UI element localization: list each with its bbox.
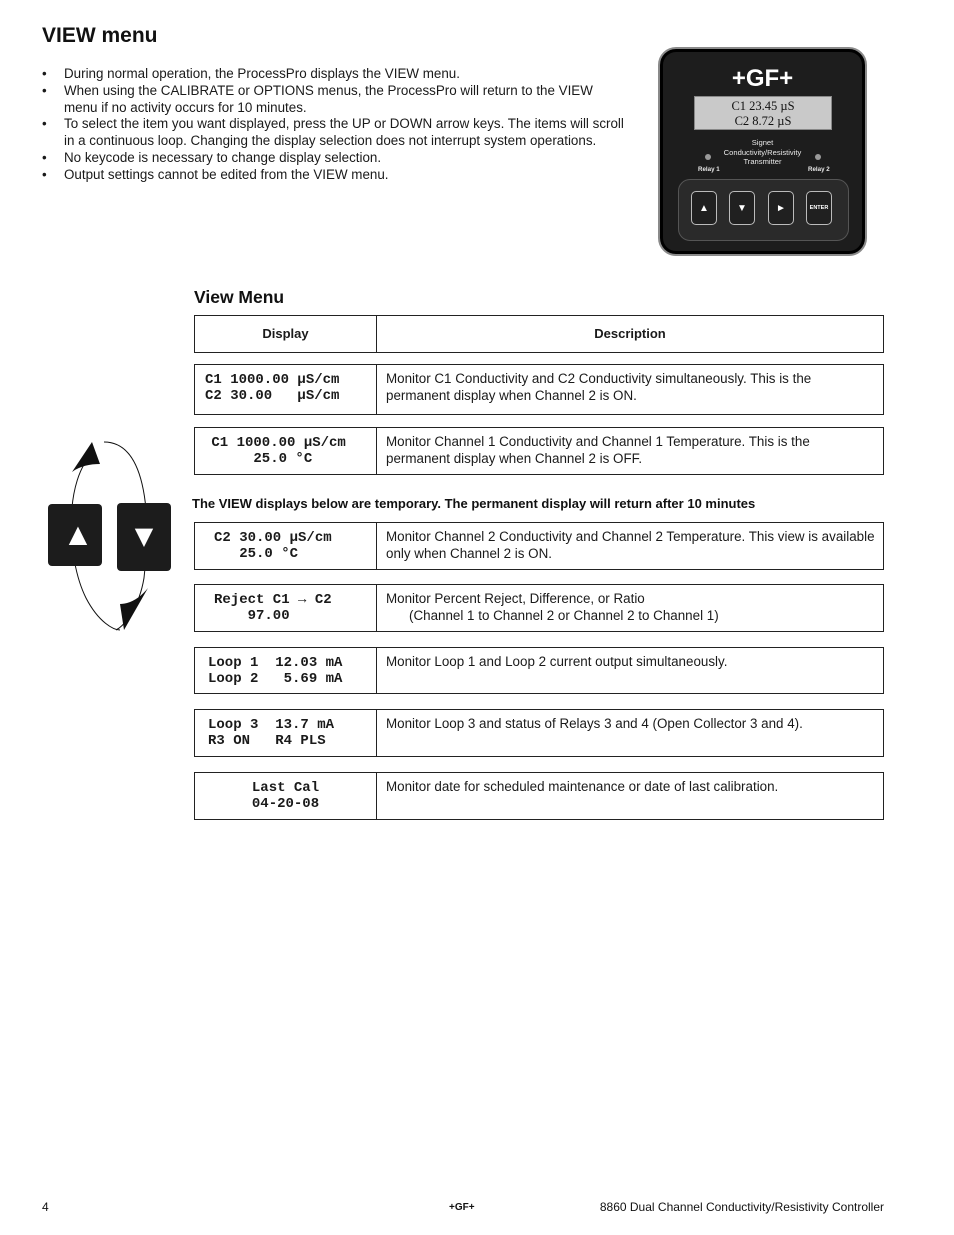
keypad: [678, 179, 849, 241]
side-down-arrow-icon: ▼: [134, 522, 154, 550]
table-row: [194, 427, 884, 475]
row-display: Loop 3 13.7 mA R3 ON R4 PLS: [195, 710, 377, 756]
device-brand: [660, 138, 865, 167]
table-row: [194, 522, 884, 570]
bullet-item: • Output settings cannot be edited from the VIEW menu.: [42, 167, 627, 184]
row-description: Monitor Channel 2 Conductivity and Channel 2 Temperature. This view is available only when Channel 2 is ON.: [386, 529, 875, 561]
footer-product: 8860 Dual Channel Conductivity/Resistivity Controller: [599, 1200, 884, 1214]
right-key-icon: ►: [768, 191, 794, 225]
row-display: Last Cal 04-20-08: [195, 773, 377, 819]
row-description: Monitor date for scheduled maintenance or date of last calibration.: [386, 779, 779, 794]
row-description: Monitor Percent Reject, Difference, or Ratio: [386, 591, 645, 606]
relay-1-label: Relay 1: [698, 166, 720, 173]
header-description: Description: [594, 325, 666, 341]
scroll-loop-illustration: [44, 438, 176, 634]
table-row: [194, 772, 884, 820]
up-key-icon: ▲: [691, 191, 717, 225]
loop-arrow-bottom-icon: [120, 588, 148, 630]
device-illustration: [658, 47, 867, 256]
enter-key: ENTER: [806, 191, 832, 225]
row-description-cell: [377, 585, 883, 631]
row-display: Loop 1 12.03 mA Loop 2 5.69 mA: [195, 648, 377, 693]
row-description-detail: (Channel 1 to Channel 2 or Channel 2 to Channel 1): [409, 607, 719, 623]
page-number: 4: [42, 1200, 49, 1214]
table-row: [194, 709, 884, 757]
lcd-line-1: C1 23.45 µS: [731, 99, 795, 113]
down-key-icon: ▼: [729, 191, 755, 225]
bullet-item: • During normal operation, the ProcessPro displays the VIEW menu.: [42, 66, 627, 83]
relay-1-led-icon: [705, 154, 711, 160]
brand-line: Transmitter: [743, 157, 782, 167]
lcd-line-2: C2 8.72 µS: [734, 114, 792, 128]
gf-logo: +GF+: [731, 65, 794, 92]
bullet-item: • No keycode is necessary to change display selection.: [42, 150, 627, 167]
relay-2-led-icon: [815, 154, 821, 160]
lcd-display: [694, 96, 832, 130]
footer-logo: +GF+: [449, 1202, 475, 1213]
header-display: Display: [195, 316, 377, 352]
row-display: C2 30.00 µS/cm 25.0 °C: [195, 523, 377, 569]
side-up-arrow-icon: ▲: [68, 520, 88, 548]
view-menu-heading: View Menu: [194, 287, 285, 307]
loop-arrow-top-icon: [72, 442, 100, 472]
page-title: VIEW menu: [42, 24, 158, 47]
brand-line: Conductivity/Resistivity: [723, 147, 802, 157]
table-row: [194, 584, 884, 632]
table-row: [194, 647, 884, 694]
row-display: C1 1000.00 µS/cm C2 30.00 µS/cm: [195, 365, 377, 414]
brand-line: Signet: [751, 138, 774, 147]
temporary-note: The VIEW displays below are temporary. The permanent display will return after 10 minutes: [192, 496, 756, 511]
row-description: Monitor Loop 1 and Loop 2 current output simultaneously.: [386, 654, 728, 669]
intro-bullets: [42, 66, 627, 184]
relay-2-label: Relay 2: [808, 166, 830, 173]
table-row: [194, 364, 884, 415]
row-description: Monitor Loop 3 and status of Relays 3 and 4 (Open Collector 3 and 4).: [386, 716, 803, 731]
row-display: Reject C1 → C2 97.00: [195, 585, 377, 631]
row-display: C1 1000.00 µS/cm 25.0 °C: [195, 428, 377, 474]
bullet-item: • To select the item you want displayed, press the UP or DOWN arrow keys. The items will scroll in a continuous loop. Changing the display selection does not interrupt system operations.: [42, 116, 627, 150]
bullet-item: • When using the CALIBRATE or OPTIONS menus, the ProcessPro will return to the VIEW menu if no activity occurs for 10 minutes.: [42, 83, 627, 117]
row-description: Monitor Channel 1 Conductivity and Channel 1 Temperature. This is the permanent display when Channel 2 is OFF.: [386, 434, 810, 466]
row-description: Monitor C1 Conductivity and C2 Conductivity simultaneously. This is the permanent display when Channel 2 is ON.: [386, 371, 812, 403]
table-header: [194, 315, 884, 353]
